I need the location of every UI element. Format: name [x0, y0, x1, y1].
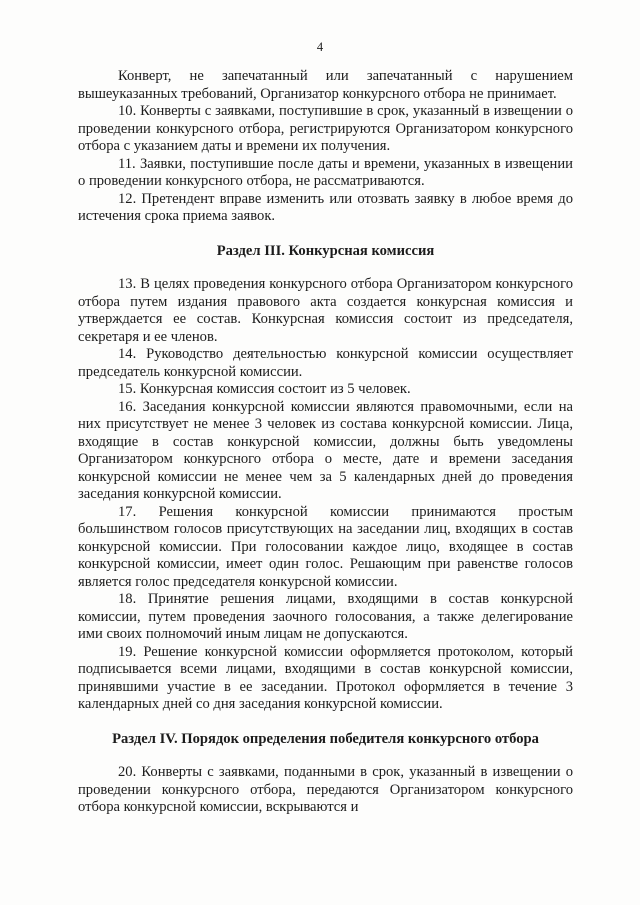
paragraph: 18. Принятие решения лицами, входящими в состав конкурсной комиссии, путем проведения заочного голосования, а также делегирование ими своих полномочий иным лицам не допускаются. [78, 591, 573, 642]
paragraph: 15. Конкурсная комиссия состоит из 5 человек. [118, 381, 411, 397]
paragraph: 14. Руководство деятельностью конкурсной комиссии осуществляет председатель конкурсной комиссии. [78, 346, 573, 380]
paragraph: 10. Конверты с заявками, поступившие в срок, указанный в извещении о проведении конкурсного отбора, регистрируются Организатором конкурсного отбора с указанием даты и времени их получения. [78, 103, 573, 154]
section-heading: Раздел III. Конкурсная комиссия [216, 242, 435, 259]
paragraph: 20. Конверты с заявками, поданными в срок, указанный в извещении о проведении конкурсного отбора, передаются Организатором конкурсного отбора конкурсной комиссии, вскрываются и [78, 764, 573, 815]
paragraph: 12. Претендент вправе изменить или отозвать заявку в любое время до истечения срока приема заявок. [78, 190, 573, 224]
paragraph: 17. Решения конкурсной комиссии принимаются простым большинством голосов присутствующих на заседании лиц, входящих в состав конкурсной комиссии. При голосовании каждое лицо, входящее в состав конкурсной комиссии, имеет один голос. Решающим при равенстве голосов является голос председателя конкурсной комиссии. [78, 503, 573, 590]
spacer [78, 260, 573, 276]
paragraph: 11. Заявки, поступившие после даты и времени, указанных в извещении о проведении конкурсного отбора, не рассматриваются. [78, 155, 573, 189]
paragraph: 13. В целях проведения конкурсного отбора Организатором конкурсного отбора путем издания правового акта создается конкурсная комиссия и утверждается ее состав. Конкурсная комиссия состоит из председателя, секретаря и ее членов. [78, 276, 573, 345]
spacer [78, 226, 573, 243]
paragraph: 19. Решение конкурсной комиссии оформляется протоколом, который подписывается всеми лицами, входящими в состав конкурсной комиссии, принявшими участие в ее заседании. Протокол оформляется в течение 3 календарных дней со дня заседания конкурсной комиссии. [78, 643, 573, 712]
section-heading: Раздел IV. Порядок определения победителя конкурсного отбора [112, 730, 539, 747]
paragraph: Конверт, не запечатанный или запечатанный с нарушением вышеуказанных требований, Организатор конкурсного отбора не принимает. [78, 68, 573, 102]
page-number: 4 [316, 40, 324, 54]
spacer [78, 748, 573, 764]
document-body [78, 68, 573, 817]
spacer [78, 714, 573, 731]
paragraph: 16. Заседания конкурсной комиссии являются правомочными, если на них присутствует не менее 3 человек из состава конкурсной комиссии. Лица, входящие в состав конкурсной комиссии, должны быть уведомлены Организатором конкурсного отбора о месте, дате и времени заседания конкурсной комиссии не менее чем за 5 календарных дней до проведения заседания конкурсной комиссии. [78, 398, 573, 502]
